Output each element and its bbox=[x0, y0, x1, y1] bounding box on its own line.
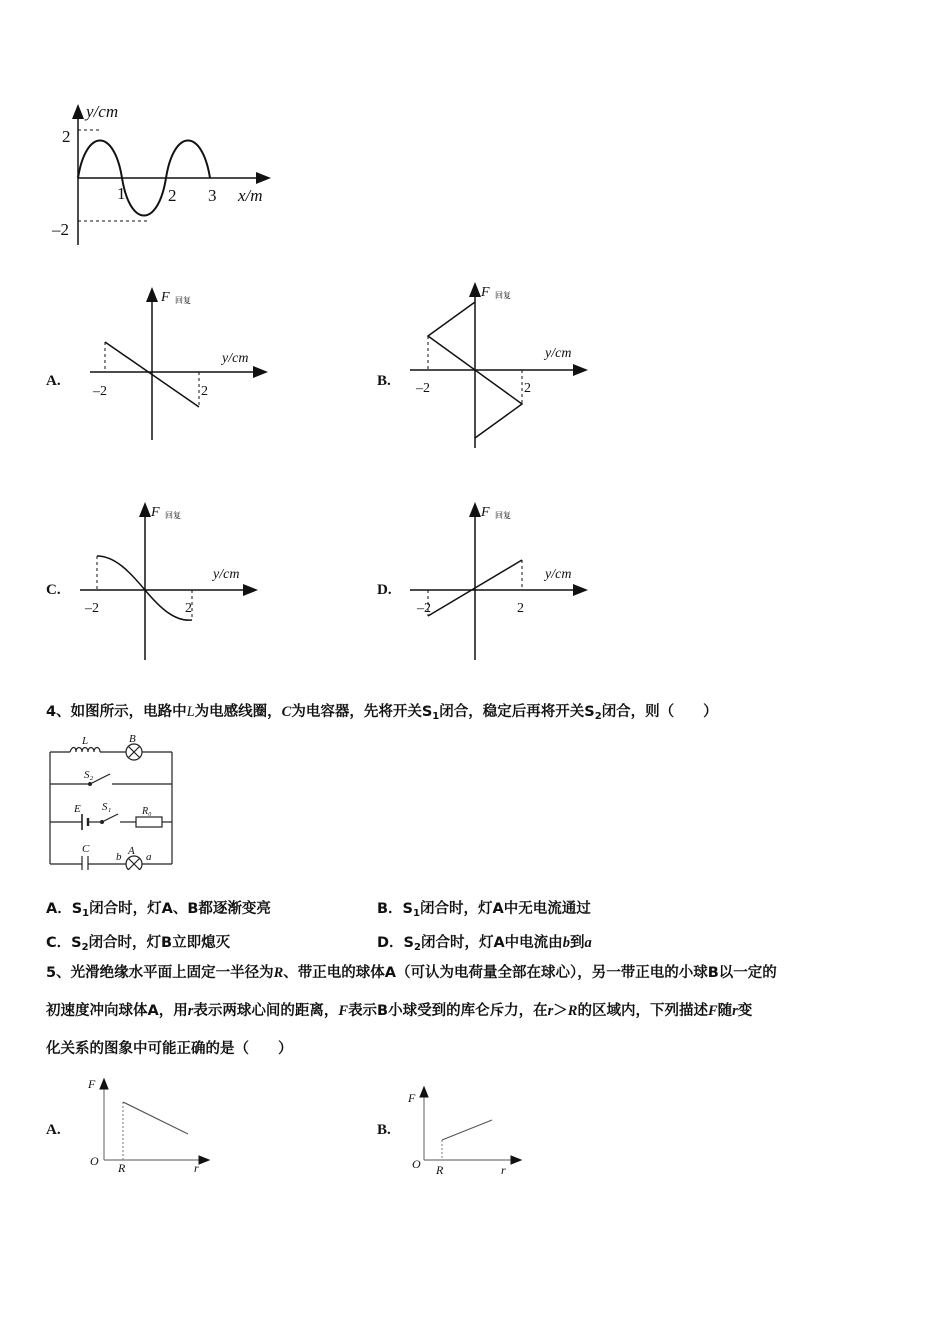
neg-tick: –2 bbox=[417, 601, 431, 616]
r-label: r bbox=[194, 1161, 199, 1175]
q4-circuit bbox=[44, 730, 184, 870]
pos-tick: 2 bbox=[185, 601, 192, 616]
pos-tick: 2 bbox=[524, 381, 531, 396]
x-tick-2: 2 bbox=[168, 186, 177, 205]
q5-option-a-label: A. bbox=[46, 1122, 61, 1138]
f-axis-sub: 回复 bbox=[495, 291, 511, 300]
f-axis-sub: 回复 bbox=[495, 511, 511, 520]
origin-label: O bbox=[90, 1154, 99, 1168]
q4-choice-b[interactable]: B．$S_1$闭合时，灯A中无电流通过 bbox=[377, 901, 591, 919]
q4-stem: 4、如图所示，电路中L为电感线圈，C为电容器，先将开关$S_1$闭合，稳定后再将开关$S_2$闭合，则（ ） bbox=[46, 704, 718, 722]
q5-stem-line3: 化关系的图象中可能正确的是（ ） bbox=[46, 1041, 293, 1057]
neg-tick: –2 bbox=[85, 601, 99, 616]
y-tick-2: 2 bbox=[62, 127, 71, 146]
wave-graph bbox=[40, 95, 290, 255]
q5-stem-line1: 5、光滑绝缘水平面上固定一半径为R、带正电的球体A（可认为电荷量全部在球心），另一带正电的小球B以一定的 bbox=[46, 965, 777, 981]
label-s2: S₂ bbox=[84, 769, 94, 781]
option-c-label: C. bbox=[46, 582, 61, 598]
q5-stem-line2: 初速度冲向球体A，用r表示两球心间的距离，F表示B小球受到的库仑斥力，在r＞R的区域内，下列描述F随r变 bbox=[46, 1003, 753, 1019]
neg-tick: –2 bbox=[93, 384, 107, 399]
r-big-label: R bbox=[436, 1163, 444, 1177]
force-line bbox=[123, 1102, 188, 1134]
force-line bbox=[442, 1120, 492, 1140]
option-a-graph bbox=[85, 285, 275, 450]
label-a: A bbox=[128, 845, 135, 857]
f-label: F bbox=[88, 1077, 96, 1091]
option-d-label: D. bbox=[377, 582, 392, 598]
y-axis-label: y/cm bbox=[545, 567, 572, 582]
y-axis-label: y/cm bbox=[545, 346, 572, 361]
f-label: F bbox=[408, 1091, 416, 1105]
label-r0: R₀ bbox=[142, 806, 152, 817]
q5-option-b-label: B. bbox=[377, 1122, 391, 1138]
q5-option-b-graph bbox=[402, 1082, 532, 1182]
switch-s1 bbox=[102, 814, 118, 822]
y-axis-label: y/cm bbox=[86, 102, 119, 121]
option-c-graph bbox=[75, 500, 265, 665]
label-b: B bbox=[129, 733, 136, 745]
x-tick-3: 3 bbox=[208, 186, 217, 205]
x-axis-label: x/m bbox=[238, 186, 263, 205]
label-l: L bbox=[82, 735, 89, 747]
label-c: C bbox=[82, 843, 90, 855]
f-axis-sub: 回复 bbox=[165, 511, 181, 520]
f-axis-label: F bbox=[481, 505, 490, 520]
q4-choice-a[interactable]: A．$S_1$闭合时，灯A、B都逐渐变亮 bbox=[46, 901, 271, 919]
resistor-r0 bbox=[136, 817, 162, 827]
q4-choice-d[interactable]: D．$S_2$闭合时，灯A中电流由b到a bbox=[377, 935, 592, 953]
option-b-label: B. bbox=[377, 373, 391, 389]
y-axis-label: y/cm bbox=[222, 351, 249, 366]
f-axis-label: F bbox=[481, 285, 490, 300]
pos-tick: 2 bbox=[517, 601, 524, 616]
q5-option-a-graph bbox=[80, 1072, 220, 1177]
r-label: r bbox=[501, 1163, 506, 1177]
label-s1: S₁ bbox=[102, 801, 112, 813]
f-axis-label: F bbox=[161, 290, 170, 305]
f-axis-sub: 回复 bbox=[175, 296, 191, 305]
option-b-graph bbox=[405, 280, 595, 450]
y-tick-neg2: –2 bbox=[52, 220, 69, 239]
origin-label: O bbox=[412, 1157, 421, 1171]
inductor-coil bbox=[70, 748, 100, 753]
x-tick-1: 1 bbox=[117, 184, 126, 203]
y-axis-label: y/cm bbox=[213, 567, 240, 582]
option-a-label: A. bbox=[46, 373, 61, 389]
label-a-node: a bbox=[146, 851, 152, 863]
q4-choice-c[interactable]: C．$S_2$闭合时，灯B立即熄灭 bbox=[46, 935, 231, 953]
f-axis-label: F bbox=[151, 505, 160, 520]
r-big-label: R bbox=[118, 1161, 126, 1175]
option-d-graph bbox=[405, 500, 595, 665]
neg-tick: –2 bbox=[416, 381, 430, 396]
pos-tick: 2 bbox=[201, 384, 208, 399]
label-e: E bbox=[74, 803, 81, 815]
label-b-node: b bbox=[116, 851, 122, 863]
